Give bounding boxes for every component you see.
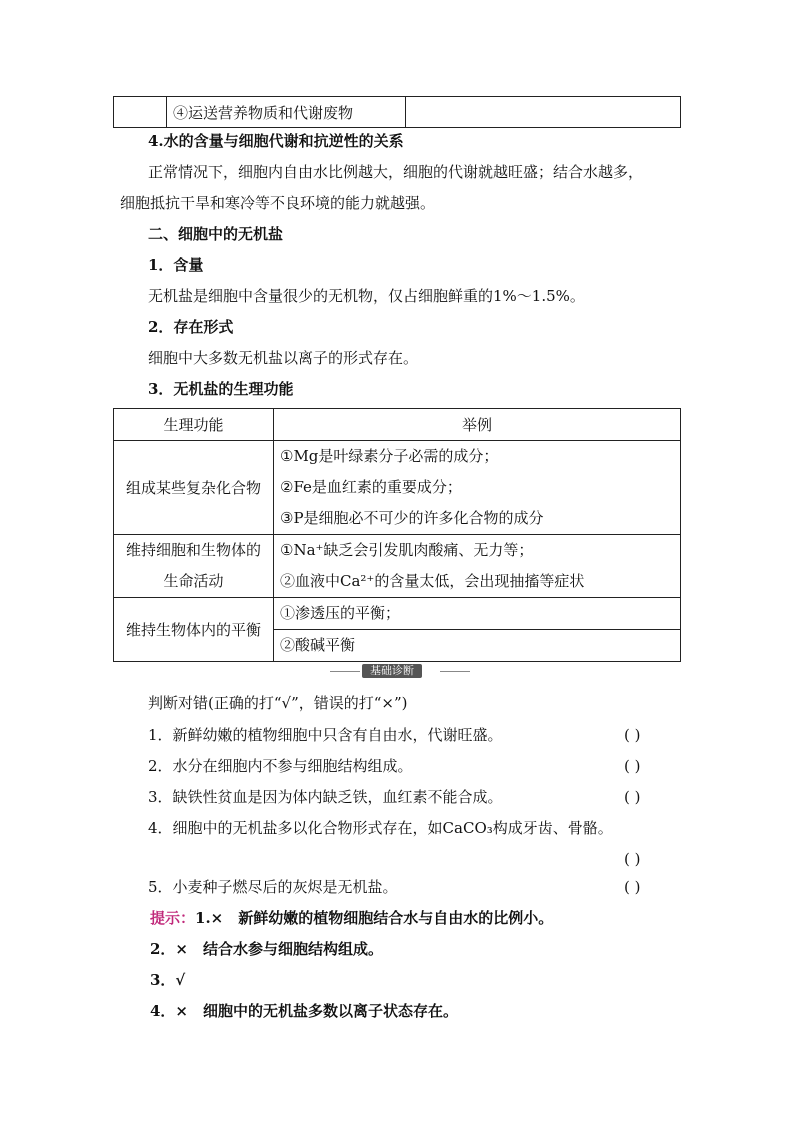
table-row-function: [114, 535, 274, 598]
section4-para-line2: 细胞抵抗干旱和寒冷等不良环境的能力就越强。: [120, 194, 436, 212]
answer-paren: ( ): [624, 878, 641, 896]
example-line: ①Mg是叶绿素分子必需的成分；: [280, 447, 499, 465]
answer-paren: ( ): [624, 788, 641, 806]
example-line: ③P是细胞必不可少的许多化合物的成分: [280, 509, 544, 527]
section4-title: 4.水的含量与细胞代谢和抗逆性的关系: [148, 132, 404, 150]
example-line: ①Na⁺缺乏会引发肌肉酸痛、无力等；: [280, 541, 534, 559]
top-table-fragment: [113, 96, 681, 128]
badge-divider-left: [330, 671, 360, 672]
table-row-function: 维持生物体内的平衡: [114, 598, 274, 662]
function-subheading: 3．无机盐的生理功能: [148, 380, 294, 398]
tip-label: 提示：: [150, 909, 196, 927]
content-text: 无机盐是细胞中含量很少的无机物，仅占细胞鲜重的1%～1.5%。: [148, 287, 585, 305]
diagnosis-item: 5．小麦种子燃尽后的灰烬是无机盐。: [148, 878, 398, 896]
example-line: ②酸碱平衡: [280, 636, 356, 654]
function-line: 维持细胞和生物体的: [125, 541, 261, 559]
table-header-function: 生理功能: [114, 409, 274, 441]
diagnosis-item: 4．细胞中的无机盐多以化合物形式存在，如CaCO₃构成牙齿、骨骼。: [148, 819, 613, 837]
inorganic-salt-heading: 二、细胞中的无机盐: [148, 225, 284, 243]
top-table-cell-content: ④运送营养物质和代谢废物: [167, 97, 406, 128]
table-row-function: 组成某些复杂化合物: [114, 441, 274, 535]
tip-answer: 4．× 细胞中的无机盐多数以离子状态存在。: [150, 1002, 459, 1020]
tip-line: [150, 908, 553, 928]
content-subheading: 1．含量: [148, 256, 204, 274]
tip-answer: 2．× 结合水参与细胞结构组成。: [150, 940, 384, 958]
diagnosis-instruction: 判断对错(正确的打“√”，错误的打“×”): [148, 694, 408, 712]
function-line: 生命活动: [163, 572, 224, 590]
answer-paren: ( ): [624, 757, 641, 775]
tip-answer: 1.× 新鲜幼嫩的植物细胞结合水与自由水的比例小。: [195, 909, 554, 927]
diagnosis-item: 2．水分在细胞内不参与细胞结构组成。: [148, 757, 413, 775]
example-line: ②Fe是血红素的重要成分；: [280, 478, 462, 496]
form-text: 细胞中大多数无机盐以离子的形式存在。: [148, 349, 419, 367]
top-table-cell-empty: [114, 97, 167, 128]
example-line: ②血液中Ca²⁺的含量太低，会出现抽搐等症状: [280, 572, 585, 590]
basic-diagnosis-badge: 基础诊断: [362, 664, 422, 678]
section4-para-line1: 正常情况下，细胞内自由水比例越大，细胞的代谢就越旺盛；结合水越多，: [148, 163, 644, 181]
tip-answer: 3．√: [150, 971, 186, 989]
diagnosis-item: 3．缺铁性贫血是因为体内缺乏铁，血红素不能合成。: [148, 788, 503, 806]
top-table-cell-empty-right: [406, 97, 681, 128]
table-header-example: 举例: [274, 409, 681, 441]
table-row-examples: [274, 535, 681, 598]
answer-paren: ( ): [624, 850, 641, 868]
table-row-examples: [274, 598, 681, 662]
table-row-examples: [274, 441, 681, 535]
function-table: [113, 408, 681, 662]
answer-paren: ( ): [624, 726, 641, 744]
example-line: ①渗透压的平衡；: [274, 598, 680, 630]
badge-divider-right: [440, 671, 470, 672]
diagnosis-item: 1．新鲜幼嫩的植物细胞中只含有自由水，代谢旺盛。: [148, 726, 503, 744]
form-subheading: 2．存在形式: [148, 318, 234, 336]
